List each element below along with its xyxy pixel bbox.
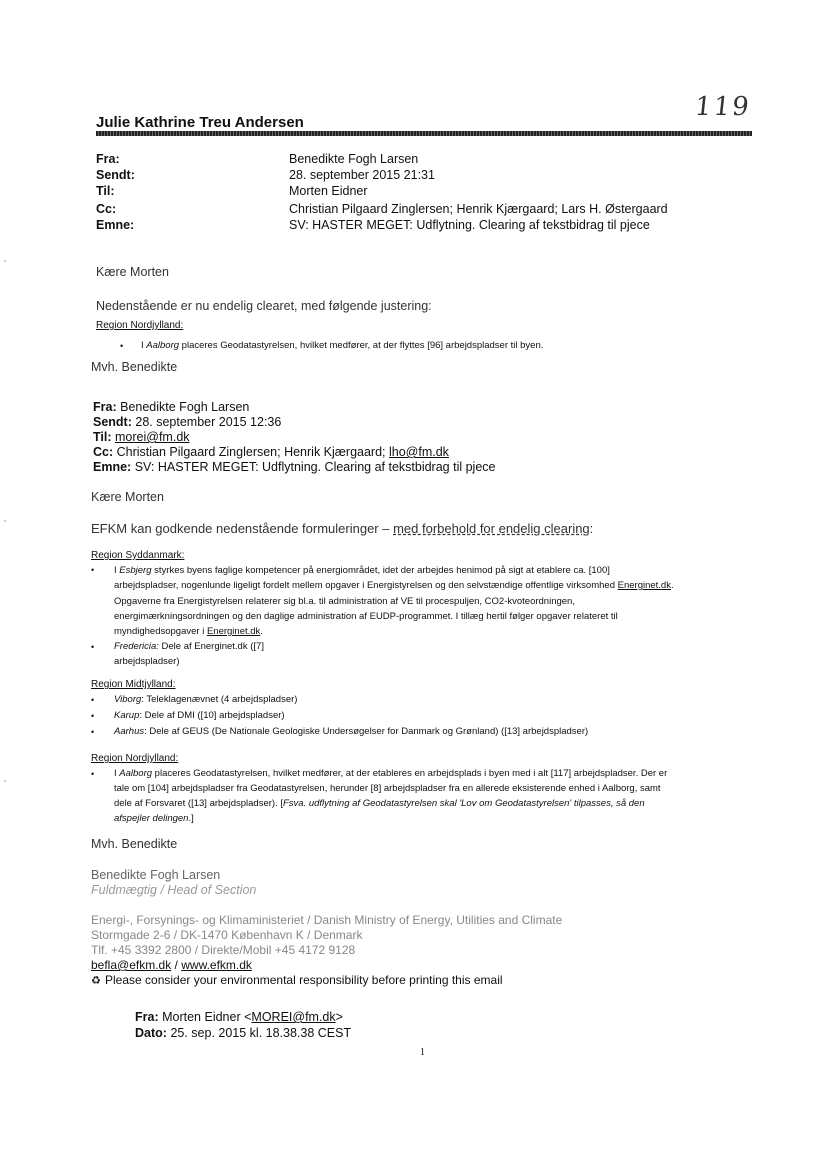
- quoted-date-label: Dato:: [135, 1026, 167, 1040]
- bullet-icon: •: [91, 727, 95, 737]
- fwd-subject: [93, 460, 495, 475]
- quoted-date-value: 25. sep. 2015 kl. 18.38.38 CEST: [170, 1026, 352, 1040]
- bullet-text: .: [670, 580, 674, 591]
- list-item-line: [114, 624, 263, 639]
- fwd-from-value: Benedikte Fogh Larsen: [120, 400, 250, 414]
- list-item-line: [114, 811, 194, 826]
- fwd-from: [93, 400, 249, 415]
- list-item-line: Opgaverne fra Energistyrelsen relaterer sig bl.a. til administration af VE til procespuljen, CO2-kvoteordningen,: [114, 596, 575, 607]
- bullet-prefix: I: [141, 340, 147, 351]
- signature-name: Benedikte Fogh Larsen: [91, 868, 221, 882]
- from-label: Fra:: [96, 152, 120, 166]
- quoted-from-label: Fra:: [135, 1010, 159, 1024]
- bullet-text: placeres Geodatastyrelsen, hvilket medfører, at der etableres en arbejdsplads i byen med i alt [117] arbejdspladser. Der er: [152, 768, 668, 779]
- website-link[interactable]: www.efkm.dk: [181, 958, 252, 972]
- fwd-to-link[interactable]: morei@fm.dk: [115, 430, 190, 444]
- fwd-cc-value: Christian Pilgaard Zinglersen; Henrik Kjærgaard;: [116, 445, 389, 459]
- bullet-text: Dele af Energinet.dk ([7]: [158, 641, 264, 652]
- signature-phone: Tlf. +45 3392 2800 / Direkte/Mobil +45 4172 9128: [91, 943, 356, 957]
- city-name: Karup: [114, 710, 140, 721]
- intro-text: Nedenstående er nu endelig clearet, med følgende justering:: [96, 299, 432, 313]
- bullet-icon: •: [120, 341, 124, 351]
- fwd-sent-value: 28. september 2015 12:36: [135, 415, 282, 429]
- quoted-from: [135, 1010, 343, 1024]
- bullet-prefix: I: [114, 565, 120, 576]
- city-name: Aalborg: [119, 768, 153, 779]
- fwd-intro: [91, 521, 593, 536]
- fwd-to-label: Til:: [93, 430, 112, 444]
- subject-value: SV: HASTER MEGET: Udflytning. Clearing af tekstbidrag til pjece: [289, 218, 650, 232]
- from-value: Benedikte Fogh Larsen: [289, 152, 419, 166]
- signoff: Mvh. Benedikte: [91, 360, 178, 374]
- region-midtjylland-title: Region Midtjylland:: [91, 679, 176, 690]
- bullet-text: : Dele af DMI ([10] arbejdspladser): [139, 710, 285, 721]
- region-nordjylland-title: Region Nordjylland:: [91, 753, 179, 764]
- list-item: [114, 639, 264, 654]
- signature-title: Fuldmægtig / Head of Section: [91, 883, 257, 897]
- city-name: Aalborg: [146, 340, 180, 351]
- list-item-line: [114, 796, 645, 811]
- mailbox-owner: Julie Kathrine Treu Andersen: [96, 114, 304, 131]
- list-item-line: arbejdspladser): [114, 656, 180, 667]
- city-name: Fredericia:: [114, 641, 159, 652]
- list-item: [114, 692, 297, 707]
- fwd-cc-label: Cc:: [93, 445, 114, 459]
- bullet-icon: •: [91, 565, 95, 575]
- sent-value: 28. september 2015 21:31: [289, 168, 435, 182]
- energinet-link[interactable]: Energinet.dk: [617, 580, 671, 591]
- environment-note-text: Please consider your environmental responsibility before printing this email: [105, 973, 503, 987]
- bullet-italic-text: afspejler delingen: [114, 813, 189, 824]
- quoted-date: [135, 1026, 351, 1040]
- scan-mark: [4, 520, 6, 522]
- city-name: Viborg: [114, 694, 142, 705]
- email-link[interactable]: befla@efkm.dk: [91, 958, 172, 972]
- environment-note: [91, 973, 503, 987]
- bullet-text: myndighedsopgaver i: [114, 626, 207, 637]
- list-item: [114, 724, 588, 739]
- scan-mark: [4, 260, 6, 262]
- bullet-prefix: I: [114, 768, 120, 779]
- bullet-text: : Teleklagenævnet (4 arbejdspladser): [141, 694, 298, 705]
- fwd-intro-pre: EFKM kan godkende nedenstående formuleringer –: [91, 521, 394, 536]
- list-item: [114, 708, 285, 723]
- subject-label: Emne:: [96, 218, 135, 232]
- bullet-icon: •: [91, 711, 95, 721]
- page-number: 1: [420, 1047, 425, 1058]
- cc-value: Christian Pilgaard Zinglersen; Henrik Kjærgaard; Lars H. Østergaard: [289, 202, 668, 216]
- quoted-from-email[interactable]: MOREI@fm.dk: [251, 1010, 336, 1024]
- fwd-sent-label: Sendt:: [93, 415, 132, 429]
- handwritten-page-number: 119: [693, 92, 753, 122]
- bullet-text: placeres Geodatastyrelsen, hvilket medfører, at der flyttes [96] arbejdspladser til byen.: [179, 340, 544, 351]
- cc-label: Cc:: [96, 202, 117, 216]
- fwd-subject-value: SV: HASTER MEGET: Udflytning. Clearing af tekstbidrag til pjece: [134, 460, 496, 474]
- list-item-line: energimærkningsordningen og den daglige administration af EUDP-programmet. I tillæg hertil følger opgaver relateret til: [114, 611, 618, 622]
- greeting: Kære Morten: [96, 265, 169, 279]
- fwd-to: [93, 430, 190, 445]
- bullet-text: : Dele af GEUS (De Nationale Geologiske Undersøgelser for Danmark og Grønland) ([13] arbejdspladser): [144, 726, 589, 737]
- quoted-from-end: >: [335, 1010, 343, 1024]
- bullet-text: dele af Forsvaret ([13] arbejdspladser). [: [114, 798, 283, 809]
- bullet-text: .]: [188, 813, 194, 824]
- list-item: [141, 338, 543, 353]
- fwd-cc-link[interactable]: lho@fm.dk: [388, 445, 449, 459]
- region-syddanmark-title: Region Syddanmark:: [91, 550, 185, 561]
- list-item: [114, 766, 667, 781]
- bullet-italic-text: Fsva. udflytning af Geodatastyrelsen skal 'Lov om Geodatastyrelsen' tilpasses, så den: [282, 798, 645, 809]
- fwd-subject-label: Emne:: [93, 460, 132, 474]
- to-label: Til:: [96, 184, 115, 198]
- energinet-link[interactable]: Energinet.dk: [206, 626, 261, 637]
- bullet-icon: •: [91, 695, 95, 705]
- sent-label: Sendt:: [96, 168, 135, 182]
- list-item: [114, 563, 610, 578]
- fwd-intro-underlined: med forbehold for endelig clearing: [393, 521, 590, 536]
- scan-mark: [4, 780, 6, 782]
- bullet-text: .: [260, 626, 263, 637]
- signoff-2: Mvh. Benedikte: [91, 837, 178, 851]
- bullet-icon: •: [91, 769, 95, 779]
- fwd-sent: [93, 415, 281, 430]
- signature-address: Stormgade 2-6 / DK-1470 København K / Denmark: [91, 928, 363, 942]
- link-separator: /: [171, 958, 182, 972]
- list-item-line: [114, 578, 674, 593]
- signature-links: [91, 958, 252, 972]
- header-divider: [96, 131, 752, 136]
- bullet-text: arbejdspladser, nogenlunde ligeligt fordelt mellem opgaver i Energistyrelsen og den selvstændige offentlige virksomhed: [114, 580, 618, 591]
- region-title: Region Nordjylland:: [96, 320, 184, 331]
- recycle-icon: ♻: [91, 975, 101, 987]
- bullet-icon: •: [91, 642, 95, 652]
- list-item-line: tale om [104] arbejdspladser fra Geodatastyrelsen, herunder [8] arbejdspladser fra en allerede eksisterende enhed i Aalborg, samt: [114, 783, 661, 794]
- to-value: Morten Eidner: [289, 184, 368, 198]
- city-name: Aarhus: [114, 726, 145, 737]
- signature-org: Energi-, Forsynings- og Klimaministeriet / Danish Ministry of Energy, Utilities and Climate: [91, 913, 563, 927]
- bullet-text: styrkes byens faglige kompetencer på energiområdet, idet der arbejdes henimod på sigt at etablere ca. [100]: [151, 565, 610, 576]
- quoted-from-name: Morten Eidner <: [162, 1010, 252, 1024]
- fwd-greeting: Kære Morten: [91, 490, 164, 504]
- fwd-cc: [93, 445, 449, 460]
- city-name: Esbjerg: [119, 565, 152, 576]
- fwd-from-label: Fra:: [93, 400, 117, 414]
- fwd-intro-post: :: [589, 521, 594, 536]
